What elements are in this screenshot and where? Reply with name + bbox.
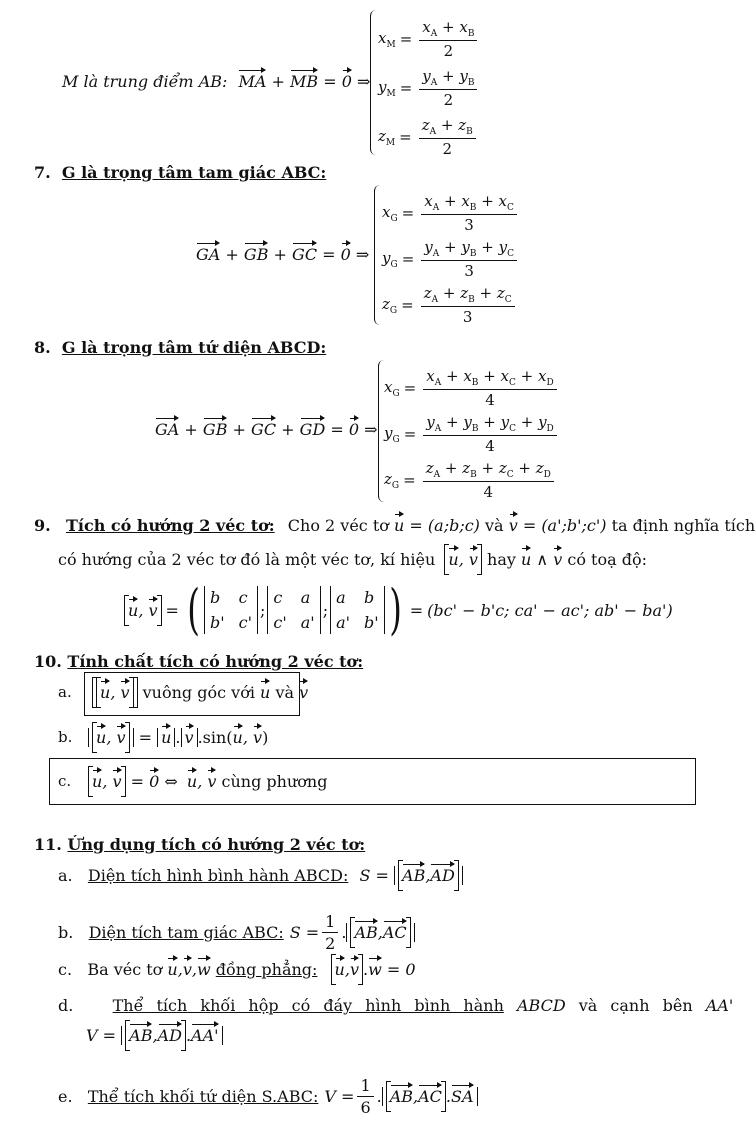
s11-title: 11. Ứng dụng tích có hướng 2 véc tơ: — [34, 835, 366, 854]
s11-d-abcd: ABCD — [516, 996, 566, 1015]
s9-text1: Cho 2 véc tơ — [287, 516, 389, 535]
s9-text2: ta định nghĩa tích — [611, 516, 755, 535]
s9-result: (bc' − b'c; ca' − ac'; ab' − ba') — [427, 600, 673, 620]
s10-b-label: b. — [58, 728, 73, 746]
s9-det3: a b a' b' — [330, 586, 385, 634]
s9-and: và — [485, 516, 504, 535]
s11-d-formula: V = AB,AD .AA' — [86, 1026, 223, 1045]
s11-b-label: b. — [58, 923, 74, 942]
midpoint-lead-text: M là trung điểm AB: — [62, 72, 228, 91]
s9-line1: 9. Tích có hướng 2 véc tơ: Cho 2 véc tơ u = (a;b;c) và v = (a';b';c') ta định nghĩa tích — [34, 516, 755, 535]
s11-e: e. Thể tích khối tứ diện S.ABC: V = $\frac{1}{6}$ . AB,AC .SA — [58, 1076, 478, 1117]
s10-a-text: vuông góc với — [142, 683, 255, 702]
s7-x-eq: $x_G$ = $\frac{x_A + x_B + x_C}{3}$ — [382, 192, 520, 234]
s10-c-tail: cùng phương — [221, 772, 328, 791]
s9-line2: có hướng của 2 véc tơ đó là một véc tơ, kí hiệu u, v hay u ∧ v có toạ độ: — [58, 550, 648, 569]
s11-c: c. Ba véc tơ u,v,w đồng phẳng: u,v .w = 0 — [58, 960, 416, 979]
s10-c-label: c. — [58, 772, 72, 790]
s9-formula: u, v = ( b c b' c' ; c a c' a' ; a b a' b' ) = (bc' − b'c; ca' − ac'; ab' − ba') — [124, 583, 673, 637]
s11-d-text: Thể tích khối hộp có đáy hình bình hành — [112, 996, 504, 1015]
s11-d-label: d. — [58, 996, 74, 1015]
midpoint-y-eq: $y_M$ = $\frac{y_A + y_B}{2}$ — [378, 67, 480, 109]
s11-a-text: Diện tích hình bình hành ABCD: — [87, 866, 349, 885]
s11-c-text2: đồng phẳng: — [215, 960, 318, 979]
s7-z-eq: $z_G$ = $\frac{z_A + z_B + z_C}{3}$ — [382, 284, 518, 326]
s9-line2b: có toạ độ: — [567, 550, 648, 569]
s8-y-eq: $y_G$ = $\frac{y_A + y_B + y_C + y_D}{4}$ — [384, 413, 560, 455]
s11-d-text2: và cạnh bên — [578, 996, 693, 1015]
s11-a-label: a. — [58, 866, 73, 885]
s8-title: 8. G là trọng tâm tứ diện ABCD: — [34, 338, 327, 357]
midpoint-x-eq: $x_M$ = $\frac{x_A + x_B}{2}$ — [378, 18, 480, 60]
s10-a-and: và — [275, 683, 295, 702]
midpoint-brace — [370, 10, 376, 155]
s9-det1: b c b' c' — [204, 586, 258, 634]
s11-d — [58, 996, 733, 1015]
s8-z-eq: $z_G$ = $\frac{z_A + z_B + z_C + z_D}{4}$ — [384, 459, 557, 501]
s11-c-label: c. — [58, 960, 73, 979]
s10-a-label: a. — [58, 683, 72, 701]
s8-eq: GA + GB + GC + GD = 0 ⇒ — [155, 420, 378, 439]
s10-a-content: u, v vuông góc với u và v — [92, 683, 308, 702]
s11-c-text1: Ba véc tơ — [87, 960, 163, 979]
s11-b-text: Diện tích tam giác ABC: — [88, 923, 284, 942]
s10-title: 10. Tính chất tích có hướng 2 véc tơ: — [34, 652, 364, 671]
s8-x-eq: $x_G$ = $\frac{x_A + x_B + x_C + x_D}{4}$ — [384, 367, 560, 409]
midpoint-lead — [62, 72, 370, 91]
s7-brace — [374, 185, 380, 325]
s9-hay: hay — [487, 550, 516, 569]
s7-title: 7. G là trọng tâm tam giác ABC: — [34, 163, 327, 182]
midpoint-eq: MA + MB = 0 ⇒ — [238, 72, 371, 91]
s9-det2: c a c' a' — [267, 586, 320, 634]
s11-b: b. Diện tích tam giác ABC: S = $\frac{1}{2}$ . AB,AC — [58, 912, 415, 953]
s9-line2a: có hướng của 2 véc tơ đó là một véc tơ, kí hiệu — [58, 550, 436, 569]
s7-eq: GA + GB + GC = 0 ⇒ — [196, 245, 370, 264]
s10-b-content: u, v = u . v .sin(u, v) — [88, 728, 268, 747]
s10-c-content: u, v = 0 ⇔ u, v cùng phương — [88, 772, 327, 791]
s11-e-text: Thể tích khối tứ diện S.ABC: — [87, 1087, 319, 1106]
s11-e-label: e. — [58, 1087, 73, 1106]
s11-d-aa: AA' — [705, 996, 734, 1015]
s9-title: Tích có hướng 2 véc tơ: — [65, 516, 275, 535]
midpoint-z-eq: $z_M$ = $\frac{z_A + z_B}{2}$ — [378, 116, 479, 158]
s11-a: a. Diện tích hình bình hành ABCD: S = AB,AD — [58, 866, 463, 885]
s7-y-eq: $y_G$ = $\frac{y_A + y_B + y_C}{3}$ — [382, 238, 520, 280]
s9-number: 9. — [34, 516, 51, 535]
